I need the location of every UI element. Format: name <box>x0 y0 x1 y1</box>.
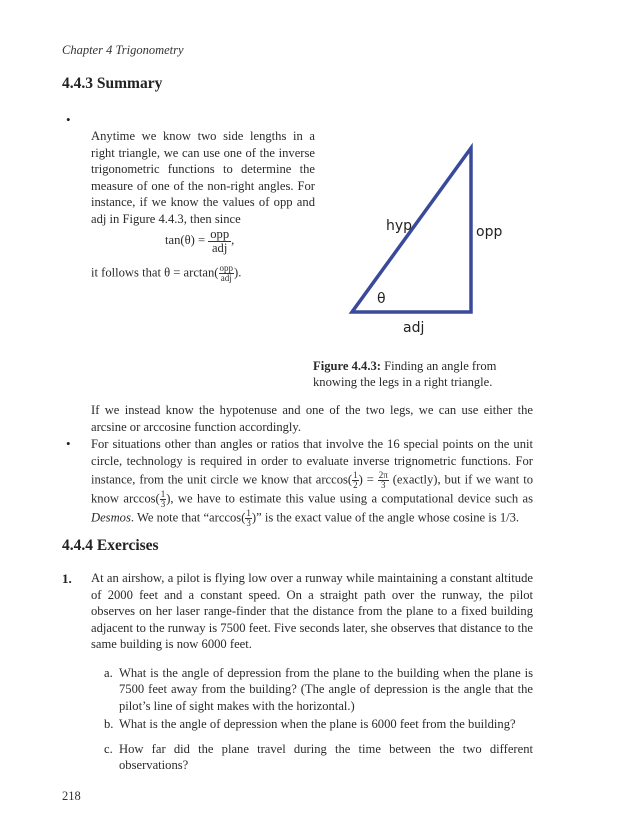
opp-over-adj-fraction <box>208 228 231 254</box>
exercise-part-label: a. <box>104 666 113 680</box>
tan-equation-tail: , <box>231 232 235 247</box>
summary-bullet1-after: If we instead know the hypotenuse and one of the two legs, we can use either the arcsine or arccosine function accordingly. <box>91 403 533 434</box>
bullet2-part2: (exactly), but if we want to know arccos( <box>91 472 533 506</box>
bullet2-part4: . We note that “arccos( <box>130 510 246 525</box>
frac-numerator: 1 <box>246 507 251 518</box>
bullet-marker: • <box>66 436 71 451</box>
frac-numerator: opp <box>219 263 233 273</box>
exercise-1-text: At an airshow, a pilot is flying low over a runway while maintaining a constant altitude of 2000 feet and a constant speed. On a straight path over the runway, the pilot observes on her laser range-finder that the distance from the plane to a fixed building adjacent to the runway is 7500 feet. Five seconds later, she observes that distance to the same building is now 6000 feet. <box>91 571 533 652</box>
bullet2-part1: For situations other than angles or ratios that involve the 16 special points on the unit circle, technology is required in order to evaluate inverse trignometric functions. For instance, from the unit circle we know that arccos( <box>91 437 533 487</box>
summary-heading: 4.4.3 Summary <box>62 75 163 92</box>
opp-label: opp <box>476 224 503 240</box>
frac-denominator: 3 <box>381 479 386 490</box>
frac-numerator: 2π <box>378 469 388 480</box>
desmos-text: Desmos <box>91 510 131 525</box>
frac-denominator: adj <box>211 240 228 255</box>
bullet2-eq-mid: ) = <box>358 472 378 487</box>
figure-caption <box>313 358 508 391</box>
frac-numerator: opp <box>210 227 230 241</box>
tan-equation <box>165 228 234 254</box>
exercise-part-c: How far did the plane travel during the time between the two different observations? <box>119 742 533 773</box>
frac-numerator: 1 <box>160 488 166 499</box>
tan-equation-lhs: tan(θ) = <box>165 232 206 247</box>
exercise-part-b: What is the angle of depression when the plane is 6000 feet from the building? <box>119 717 516 731</box>
right-triangle-figure <box>340 140 510 340</box>
two-pi-over-three-fraction <box>378 471 389 490</box>
arctan-prefix: it follows that θ = arctan( <box>91 265 219 280</box>
exercise-number: 1. <box>62 571 72 586</box>
summary-bullet1-text: Anytime we know two side lengths in a right triangle, we can use one of the inverse trigonometric functions to determine the measure of one of the non-right angles. For instance, if we know the values of opp and adj in Figure 4.4.3, then since <box>91 129 315 226</box>
exercises-heading: 4.4.4 Exercises <box>62 537 159 554</box>
theta-label: θ <box>377 291 386 307</box>
frac-denominator: 3 <box>160 498 166 509</box>
exercise-part-label: b. <box>104 717 114 731</box>
arctan-fraction <box>219 264 235 283</box>
adj-label: adj <box>403 320 425 336</box>
figure-caption-label: Figure 4.4.3: <box>313 359 381 373</box>
arctan-statement <box>91 264 241 283</box>
bullet-marker: • <box>66 112 71 127</box>
frac-numerator: 1 <box>353 469 358 480</box>
chapter-header: Chapter 4 Trigonometry <box>62 43 184 57</box>
hyp-label: hyp <box>386 218 413 234</box>
frac-denominator: 3 <box>246 517 251 528</box>
bullet2-part3: ), we have to estimate this value using a computational device such as <box>166 491 533 506</box>
frac-denominator: 2 <box>353 479 358 490</box>
figure-caption-text: Finding an angle from knowing the legs in a right triangle. <box>313 359 497 390</box>
frac-denominator: adj <box>220 273 232 283</box>
page-number: 218 <box>62 789 81 803</box>
bullet2-part5: )” is the exact value of the angle whose cosine is 1/3. <box>251 510 520 525</box>
summary-bullet2-text <box>91 436 533 528</box>
exercise-part-label: c. <box>104 742 113 756</box>
arctan-suffix: ). <box>234 265 242 280</box>
exercise-part-a: What is the angle of depression from the plane to the building when the plane is 7500 feet away from the building? (The angle of depression is the angle that the pilot’s line of sight makes with the horizontal.) <box>119 666 533 713</box>
